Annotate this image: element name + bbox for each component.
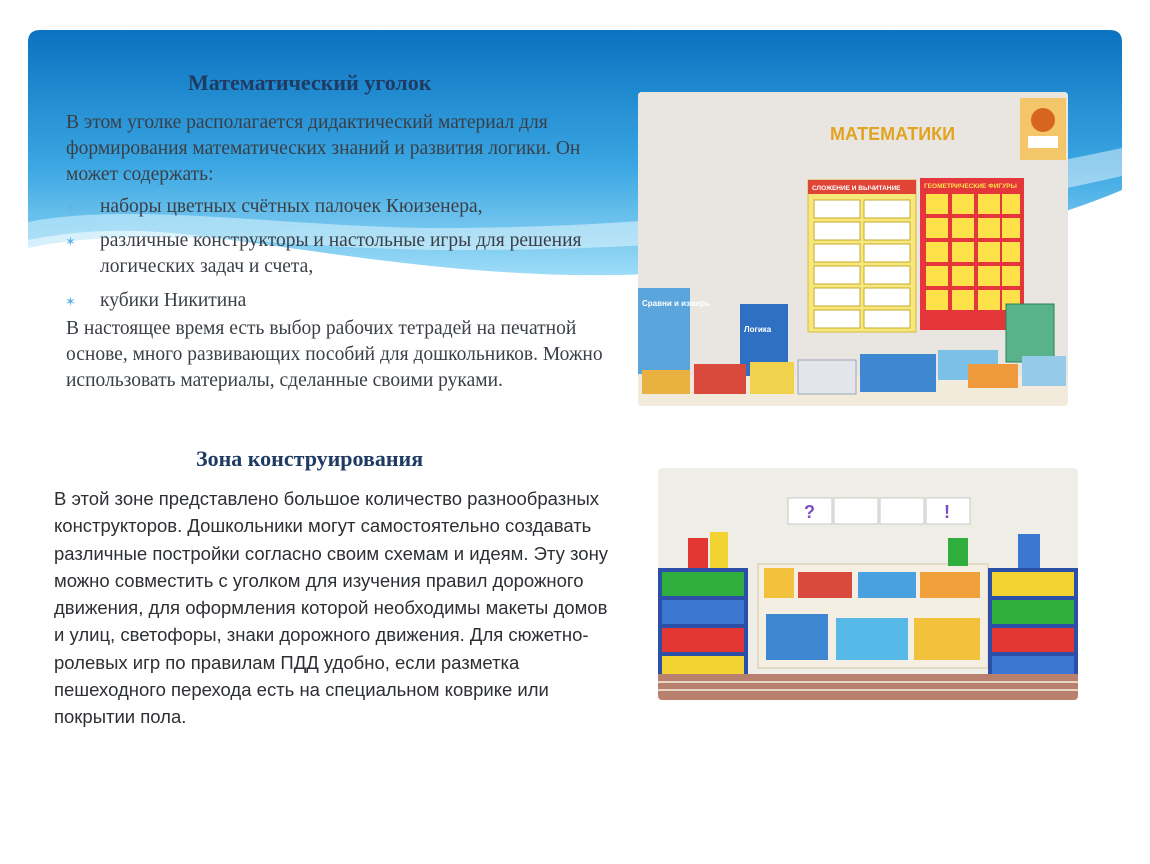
book-logic-label: Логика (744, 325, 772, 334)
star-bullet-icon: ✶ (65, 234, 76, 249)
math-corner-title: Математический уголок (188, 70, 432, 95)
math-corner-photo (638, 92, 1068, 406)
bullet-item (62, 288, 602, 314)
construction-zone-text: В этой зоне представлено большое количество разнообразных конструкторов. Дошкольники могут самостоятельно создавать различные постройки согласно своим схемам и идеям. Эту зону можно совместить с уголком для изучения правил дорожного движения, для оформления которой необходимы макеты домов и улиц, светофоры, знаки дорожного движения. Для сюжетно-ролевых игр по правилам ПДД удобно, если разметка пешеходного перехода есть на специальном коврике или покрытии пола. (54, 488, 609, 728)
math-corner-intro: В этом уголке располагается дидактический материал для формирования математических знаний и развития логики. Он может содержать: (66, 112, 581, 185)
svg-text:?: ? (804, 502, 815, 522)
geometry-poster-title: ГЕОМЕТРИЧЕСКИЕ ФИГУРЫ (924, 183, 1017, 190)
construction-zone-title: Зона конструирования (196, 446, 424, 471)
bullet-text: кубики Никитина (100, 290, 247, 311)
bullet-item (62, 194, 602, 220)
star-bullet-icon: ✶ (65, 294, 76, 309)
construction-zone-photo (658, 468, 1078, 700)
star-bullet-icon: ✶ (65, 200, 76, 215)
math-sign-text: МАТЕМАТИКИ (830, 124, 956, 144)
bullet-item (62, 228, 602, 280)
right-drawers (988, 568, 1078, 678)
addition-poster (808, 180, 916, 332)
addition-poster-title: СЛОЖЕНИЕ И ВЫЧИТАНИЕ (812, 185, 901, 192)
center-shelf (758, 564, 988, 668)
construction-zone-illustration (658, 468, 1078, 700)
fox-poster (1020, 98, 1066, 160)
bullet-text: различные конструкторы и настольные игры для решения логических задач и счета, (100, 230, 582, 277)
svg-text:!: ! (944, 502, 950, 522)
left-drawers (658, 568, 748, 678)
math-corner-bullets (62, 194, 602, 322)
math-corner-outro: В настоящее время есть выбор рабочих тетрадей на печатной основе, много развивающих пособий для дошкольников. Можно использовать материалы, сделанные своими руками. (66, 318, 603, 391)
bullet-text: наборы цветных счётных палочек Кюизенера, (100, 196, 483, 217)
book-compare-label: Сравни и измерь (642, 299, 711, 308)
math-corner-illustration (638, 92, 1068, 406)
